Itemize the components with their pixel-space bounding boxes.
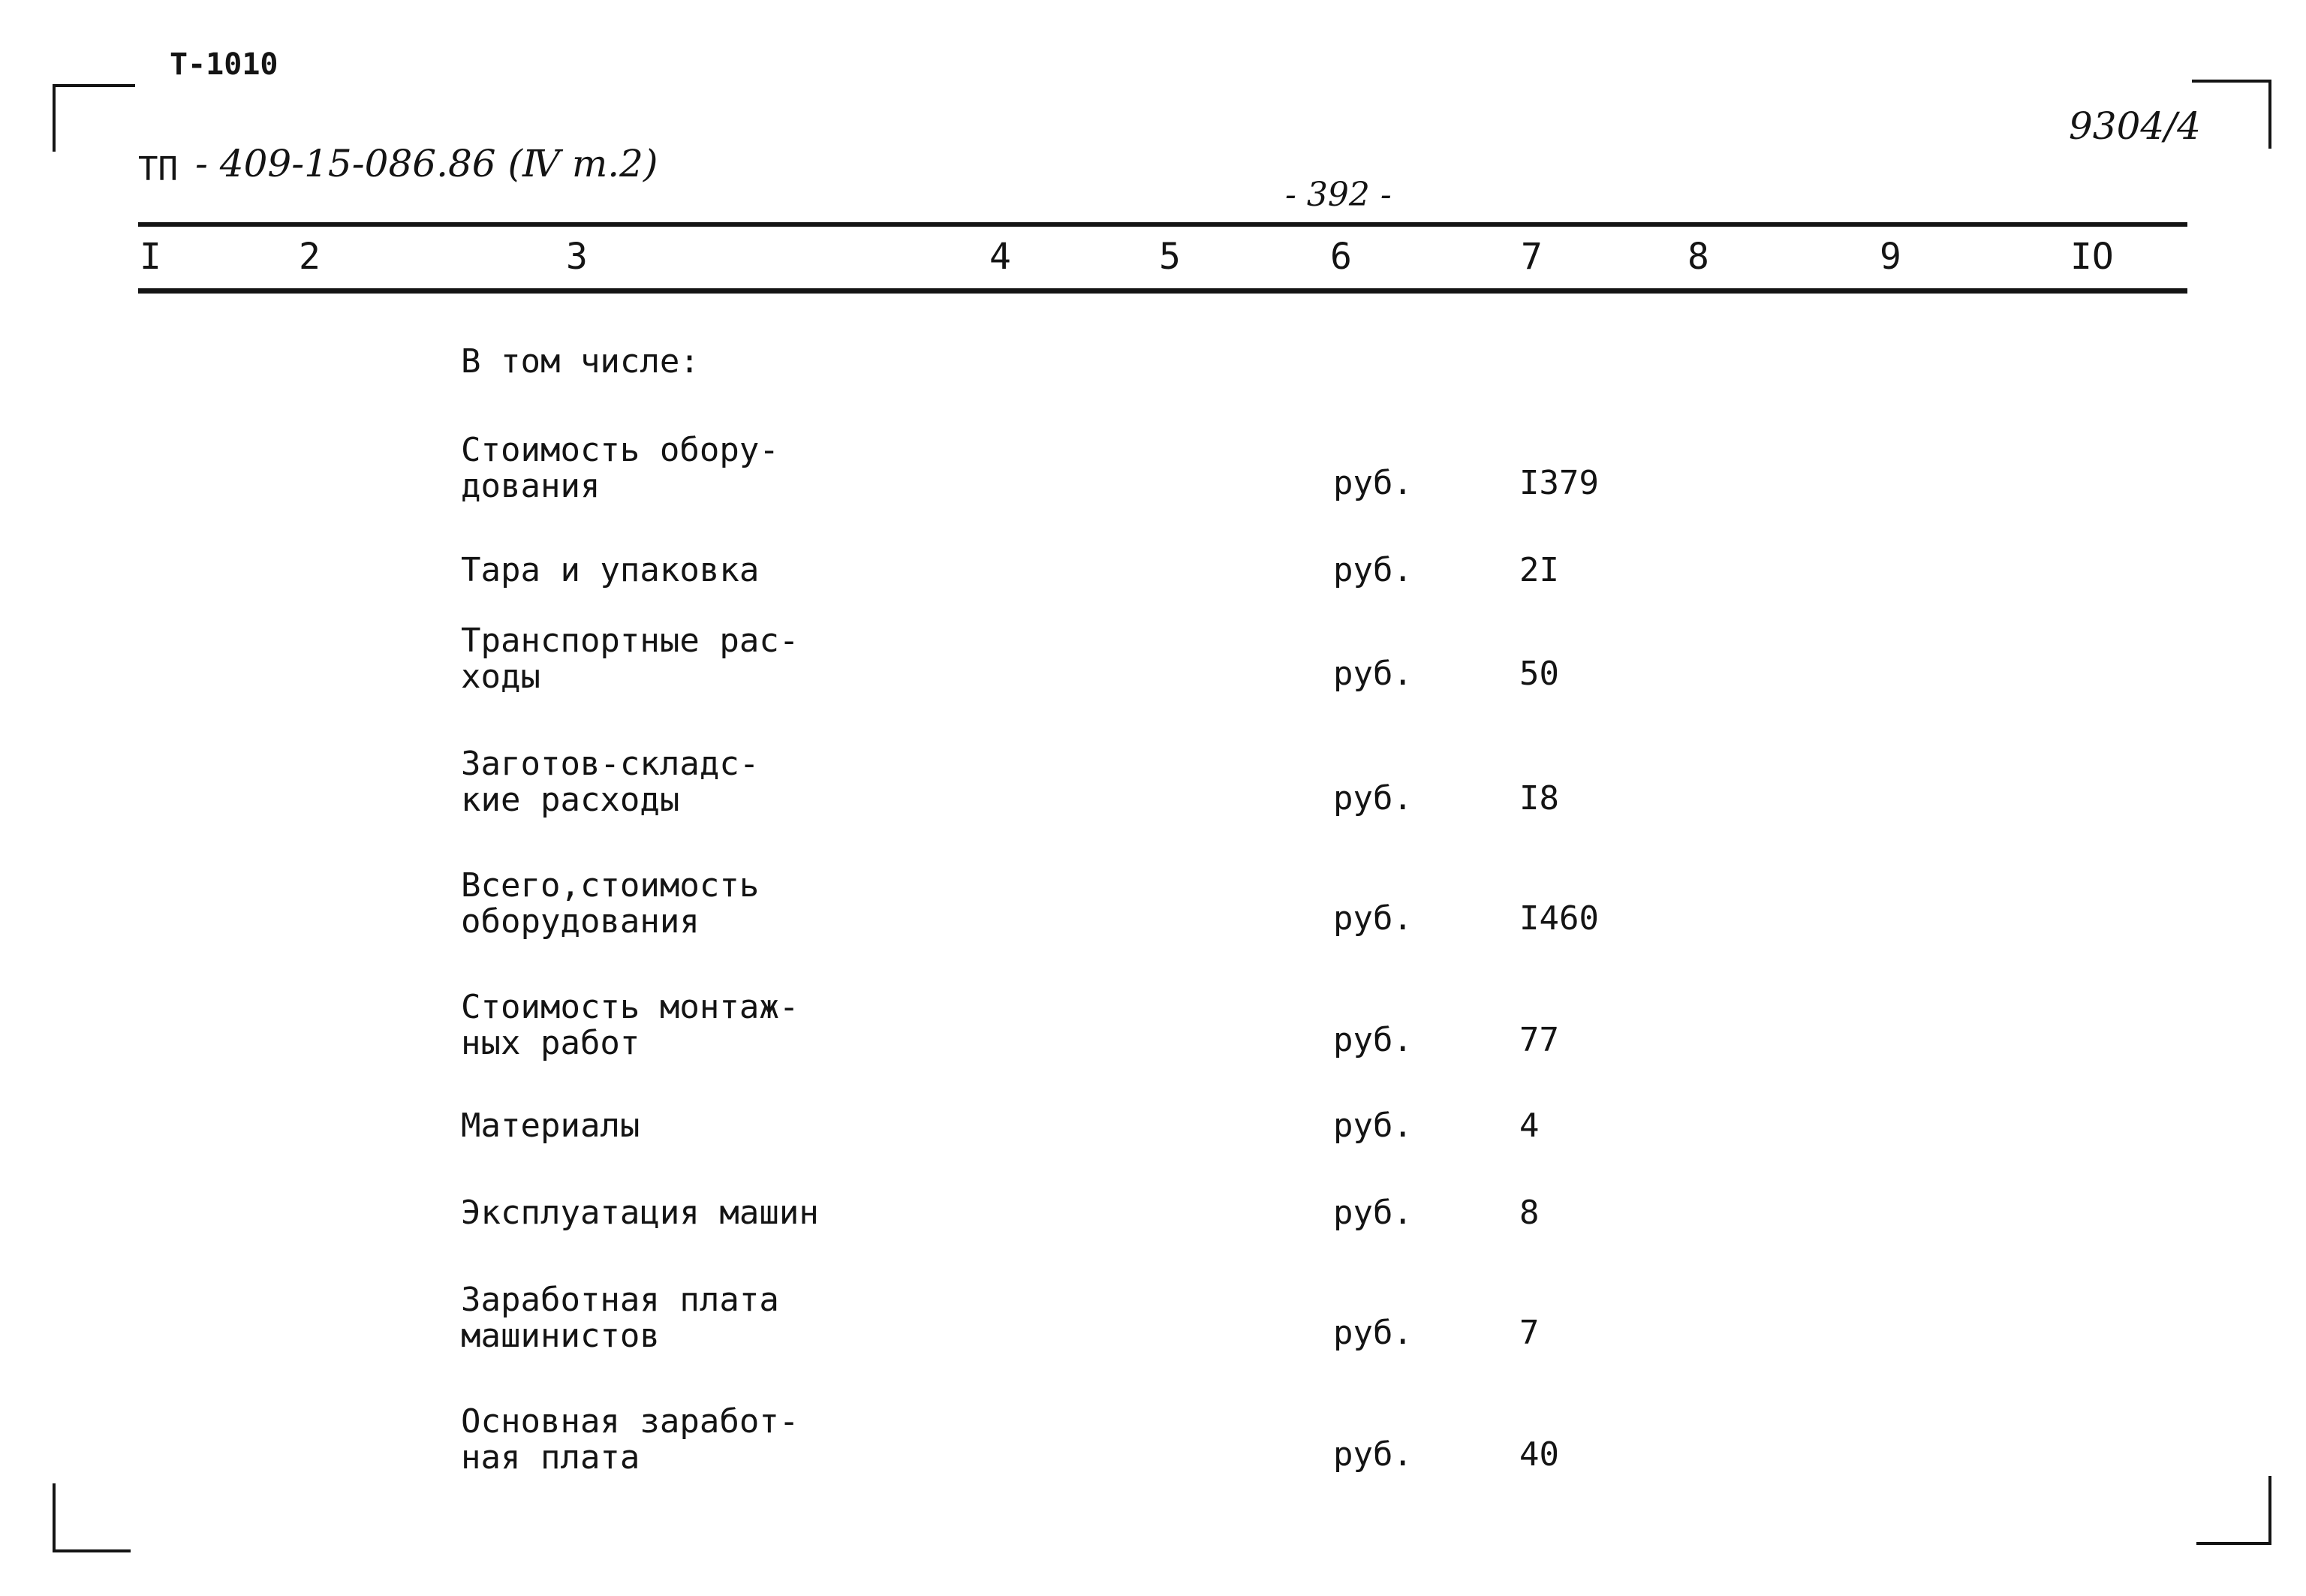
header-top-rule [138,222,2187,227]
row-label-line: кие расходы [461,781,680,819]
corner-mark-bottom-left [53,1483,131,1552]
column-number-10: IO [2070,236,2114,278]
row-unit: руб. [1333,464,1413,502]
row-unit: руб. [1333,1435,1413,1474]
header-bottom-rule [138,288,2187,294]
row-value: 8 [1519,1194,1540,1232]
row-label-line: Тара и упаковка [461,551,760,589]
row-label-line: Материалы [461,1107,640,1145]
doc-number: - 409-15-086.86 (Ⅳ т.2) [195,142,658,185]
row-value: I379 [1519,464,1599,502]
archive-number: 9304/4 [2069,104,2201,148]
corner-mark-top-right [2192,80,2271,149]
doc-prefix: ТП [138,150,178,188]
row-label-line: Стоимость монтаж- [461,988,799,1026]
row-unit: руб. [1333,1107,1413,1145]
row-label-line: дования [461,467,601,505]
column-number-6: 6 [1330,236,1352,278]
row-value: 77 [1519,1021,1559,1059]
row-label-line: Всего,стоимость [461,866,760,905]
row-unit: руб. [1333,1021,1413,1059]
section-intro: В том числе: [461,342,700,381]
row-label-line: ных работ [461,1024,640,1062]
column-number-5: 5 [1159,236,1181,278]
row-value: 2I [1519,551,1559,589]
column-number-8: 8 [1687,236,1709,278]
corner-mark-top-left [53,84,135,152]
row-label-line: Стоимость обору- [461,431,779,469]
row-unit: руб. [1333,899,1413,938]
row-label-line: Транспортные рас- [461,622,799,660]
row-label-line: оборудования [461,902,700,941]
row-unit: руб. [1333,779,1413,818]
row-value: 7 [1519,1314,1540,1352]
row-label-line: машинистов [461,1317,660,1355]
column-number-7: 7 [1521,236,1543,278]
row-unit: руб. [1333,1194,1413,1232]
column-number-1: I [140,236,161,278]
page-number: - 392 - [1285,176,1392,214]
row-value: 50 [1519,655,1559,693]
column-number-2: 2 [299,236,321,278]
column-number-3: 3 [566,236,588,278]
corner-mark-bottom-right [2196,1476,2271,1545]
row-label-line: Заготов-складс- [461,745,760,783]
row-unit: руб. [1333,1314,1413,1352]
row-label-line: Эксплуатация машин [461,1194,819,1232]
column-number-9: 9 [1880,236,1901,278]
row-value: 4 [1519,1107,1540,1145]
row-label-line: ходы [461,658,540,696]
row-label-line: Заработная плата [461,1281,779,1319]
row-value: 40 [1519,1435,1559,1474]
row-unit: руб. [1333,655,1413,693]
sheet-code: Т-1010 [170,47,278,82]
row-label-line: ная плата [461,1438,640,1477]
row-label-line: Основная заработ- [461,1402,799,1441]
row-value: I8 [1519,779,1559,818]
row-unit: руб. [1333,551,1413,589]
column-number-4: 4 [989,236,1011,278]
row-value: I460 [1519,899,1599,938]
